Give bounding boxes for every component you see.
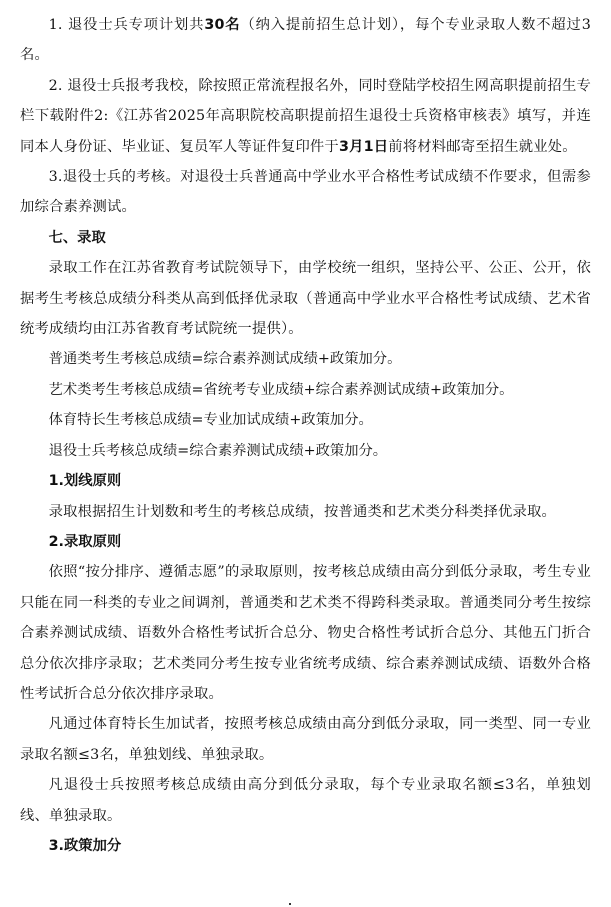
quota-highlight: 30名 <box>204 17 241 33</box>
item-2-text-c: 前将材料邮寄至招生就业处。 <box>388 138 577 155</box>
cutoff-text: 录取根据招生计划数和考生的考核总成绩，按普通类和艺术类分科类择优录取。 <box>48 503 556 520</box>
formula-art: 艺术类考生考核总成绩=省统考专业成绩+综合素养测试成绩+政策加分。 <box>48 381 514 398</box>
formula-general: 普通类考生考核总成绩=综合素养测试成绩+政策加分。 <box>48 351 402 368</box>
principle-text-1: 依照“按分排序、遵循志愿”的录取原则，按考核总成绩由高分到低分录取，考生专业只能在同一科类的专业之间调剂，普通类和艺术类不得跨科类录取。普通类同分考生按综合素养测试成绩、语数外合格性考试折合总分、物史合格性考试折合总分、其他五门折合总分依次排序录取；艺术类同分考生按专业省统考成绩、综合素养测试成绩、语数外合格性考试折合总分依次排序录取。 <box>20 564 591 702</box>
formula-veteran: 退役士兵考核总成绩=综合素养测试成绩+政策加分。 <box>48 442 388 459</box>
item-1 <box>20 10 591 71</box>
subsection-title-principle: 2.录取原则 <box>48 533 122 550</box>
subsection-title-cutoff: 1.划线原则 <box>48 473 122 490</box>
deadline-highlight: 3月1日 <box>338 138 389 155</box>
subsection-title-policy-bonus: 3.政策加分 <box>48 837 122 854</box>
item-1-text-c: （纳入提前招生总计划），每个专业录取人数不超过3名。 <box>20 17 591 64</box>
item-2 <box>20 71 591 162</box>
principle-text-3: 凡退役士兵按照考核总成绩由高分到低分录取，每个专业录取名额≤3名，单独划线、单独录取。 <box>20 777 591 824</box>
admission-intro: 录取工作在江苏省教育考试院领导下，由学校统一组织，坚持公平、公正、公开，依据考生考核总成绩分科类从高到低择优录取（普通高中学业水平合格性考试成绩、艺术省统考成绩均由江苏省教育考试院统一提供）。 <box>20 260 591 338</box>
formula-sports: 体育特长生考核总成绩=专业加试成绩+政策加分。 <box>48 412 373 429</box>
page-mark <box>289 903 291 905</box>
item-3: 3.退役士兵的考核。对退役士兵普通高中学业水平合格性考试成绩不作要求，但需参加综合素养测试。 <box>20 169 591 216</box>
principle-text-2: 凡通过体育特长生加试者，按照考核总成绩由高分到低分录取，同一类型、同一专业录取名额≤3名，单独划线、单独录取。 <box>20 716 591 763</box>
item-1-text-a: 1. 退役士兵专项计划共 <box>48 17 205 33</box>
section-title-admission: 七、录取 <box>48 229 106 246</box>
item-2-text-a: 2. 退役士兵报考我校，除按照正常流程报名外，同时登陆学校招生网高职提前招生专栏下载附件2:《江苏省2025年高职院校高职提前招生退役士兵资格审核表》填写，并连同本人身份证、毕业证、复员军人等证件复印件于 <box>20 77 591 155</box>
